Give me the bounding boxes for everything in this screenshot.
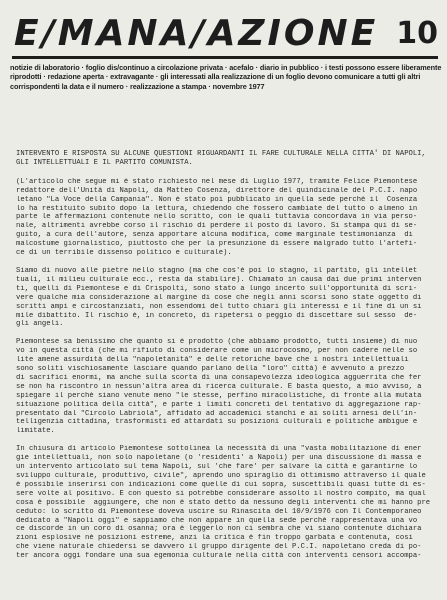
- article-line: (L'articolo che segue mi è stato richiesto nel mese di Luglio 1977, tramite Felice Piemontese: [16, 177, 418, 186]
- article-line: cosa è possibile aggiungere, che non è stato detto da nessuno degli interventi che mi hanno pre: [16, 498, 431, 507]
- article-line: spiegare il perchè siano venute meno "le stesse, perfino miracolistiche, di fronte alla mutata: [16, 391, 422, 400]
- article-line: mile dibattito. Il rischio è, in concreto, di ripetersi o peggio di discettare sul sesso de-: [16, 311, 418, 320]
- article-line: nale, altrimenti avrebbe corso il rischio di perdere il posto di lavoro. Si stampa qui di se-: [16, 222, 418, 231]
- article-line: Siamo di nuovo alle pietre nello stagno (ma che cos'è poi lo stagno, il partito, gli intellet: [16, 266, 418, 275]
- article-heading: [16, 150, 438, 168]
- article-line: ce discorde in un coro di osanna; ora è leggerlo non ci sembra che vi siano contenute dichiara: [16, 525, 422, 534]
- article-line: scritti ampi e circostanziati, non essendomi del tutto chiari gli interessi e il fine di un si: [16, 302, 422, 311]
- article-line: situazione politica della città", e parte i limiti concreti del tentativo di aggregazione rap-: [16, 400, 422, 409]
- article-line: letano "La Voce della Campania". Non è stato poi pubblicato in quella sede perchè il Cosenza: [16, 195, 418, 204]
- article-line: presentato dal "Circolo Labriola", affidato ad accademici stanchi e ai soliti arnesi dell'in-: [16, 409, 418, 418]
- article-line: ce di un terribile dissenso politico e culturale).: [16, 249, 232, 258]
- article-line: lo ha restituito subito dopo la lettura, chiedendo che fossero cambiate del tutto o almeno in: [16, 204, 418, 213]
- article-line: In chiusura di articolo Piemontese sottolinea la necessità di una "vasta mobilitazione di ener: [16, 445, 422, 454]
- article-line: sere volte al positivo. E con questo si potrebbe considerare assolto il nostro compito, ma qual: [16, 489, 426, 498]
- article-paragraphs: [16, 178, 438, 561]
- article-line: vere qualche mia considerazione al margine di cose che negli anni scorsi sono state oggetto di: [16, 293, 422, 302]
- article-paragraph: [16, 267, 438, 329]
- article-line: gli angeli.: [16, 320, 64, 329]
- article-line: ti, quelli di Piemontese e di Crispolti, sono stato a lungo incerto sull'opportunità di scri-: [16, 284, 418, 293]
- article-line: sviluppo culturale, produttivo, civile", aprendo uno spiraglio di ottimismo attraverso il quale: [16, 472, 426, 480]
- article-line: dedicato a "Napoli oggi" e sappiamo che non appare in quella sede perchè rappresentava una vo: [16, 516, 418, 525]
- masthead-rule: [12, 56, 438, 59]
- article-line: redattore dell'Unità di Napoli, da Matteo Cosenza, direttore del quindicinale del P.C.I. napo: [16, 186, 418, 195]
- article-paragraph: [16, 338, 438, 436]
- article-line: di sacrifici enormi, ma anche sulla scorta di una consapevolezza ideologica agguerrita che fer: [16, 373, 422, 382]
- article-line: Piemontese sa benissimo che quanto si è prodotto (che abbiamo prodotto, tutti insieme) di nuo: [16, 338, 418, 347]
- article-paragraph: [16, 178, 438, 258]
- article-line: gie intellettuali, non solo napoletane (o 'residenti' a Napoli) per una discussione di massa e: [16, 454, 422, 463]
- masthead: [10, 6, 440, 64]
- article-line: tuali, il milieu culturale ecc., resta da stabilire). Chiamato in causa dai due primi interven: [16, 275, 422, 284]
- article-line: che viene naturale chiedersi se davvero il gruppo dirigente del P.C.I. napoletano creda di po-: [16, 543, 422, 552]
- article-heading-line: GLI INTELLETTUALI E IL PARTITO COMUNISTA.: [16, 158, 193, 167]
- article-line: guito, a cura dell'autore, senza apportare alcuna modifica, come marginale testimonianza di: [16, 231, 413, 240]
- article-line: telligenzia cittadina, trasformisti ed attardati su posizioni culturali e politiche ambigue e: [16, 418, 418, 427]
- publication-title: E/MANA/AZIONE: [14, 13, 379, 54]
- article-line: malcostume giornalistico, piuttosto che per la presunzione di essere malgrado tutto l'artefi-: [16, 240, 418, 249]
- article-line: ceduto: lo scritto di Piemontese doveva uscire su Rinascita del 10/9/1976 con Il Contemporaneo: [16, 507, 422, 516]
- article-heading-line: INTERVENTO E RISPOSTA SU ALCUNE QUESTIONI RIGUARDANTI IL FARE CULTURALE NELLA CITTA' DI NAPOLI,: [16, 150, 426, 158]
- article-body: [16, 150, 438, 570]
- publication-subtitle: notizie di laboratorio · foglio dis/continuo a circolazione privata · acefalo · diario in pubblico · i testi possono essere liberamente riprodotti · redazione aperta · extravagante · gli interessati alla realizzazione di un foglio devono comunicare a tutti gli altri corrispondenti la data e il numero · realizzazione a stampa · novembre 1977: [10, 63, 442, 91]
- article-line: ter ancora oggi fondare una sua egemonia culturale nella città con interventi censori accompa-: [16, 552, 422, 561]
- article-line: zioni esplosive nè posizioni estreme, anzi la critica è fin troppo garbata e contenuta, cosi: [16, 534, 413, 543]
- article-line: parte le affermazioni contenute nello scritto, con le quali tuttavia concordava in via perso-: [16, 213, 418, 222]
- article-paragraph: [16, 445, 438, 561]
- article-line: se non ha riscontro in nessun'altra area di ricerca culturale. E basta questo, a mio avviso, a: [16, 382, 422, 391]
- article-line: vo in questa città (che mi rifiuto di considerare come un microcosmo, per non cadere nelle so: [16, 347, 418, 356]
- article-line: sono soliti vischiosamente lasciare quando parlano della "loro" città) è avvenuto a prezzo: [16, 365, 405, 374]
- issue-number: 10: [396, 16, 438, 51]
- article-line: lite amene assurdità della "napoletanità" e delle retoriche bave che i nostri intellettuali: [16, 356, 409, 365]
- article-line: limitate.: [16, 427, 55, 436]
- article-line: è possibile inserirsi con indicazioni come quelle di cui sopra, suscettibili quasi tutte di es-: [16, 480, 426, 489]
- article-line: un intervento articolato sul tema Napoli, sul 'che fare' per salvare la città e garantirne lo: [16, 463, 418, 472]
